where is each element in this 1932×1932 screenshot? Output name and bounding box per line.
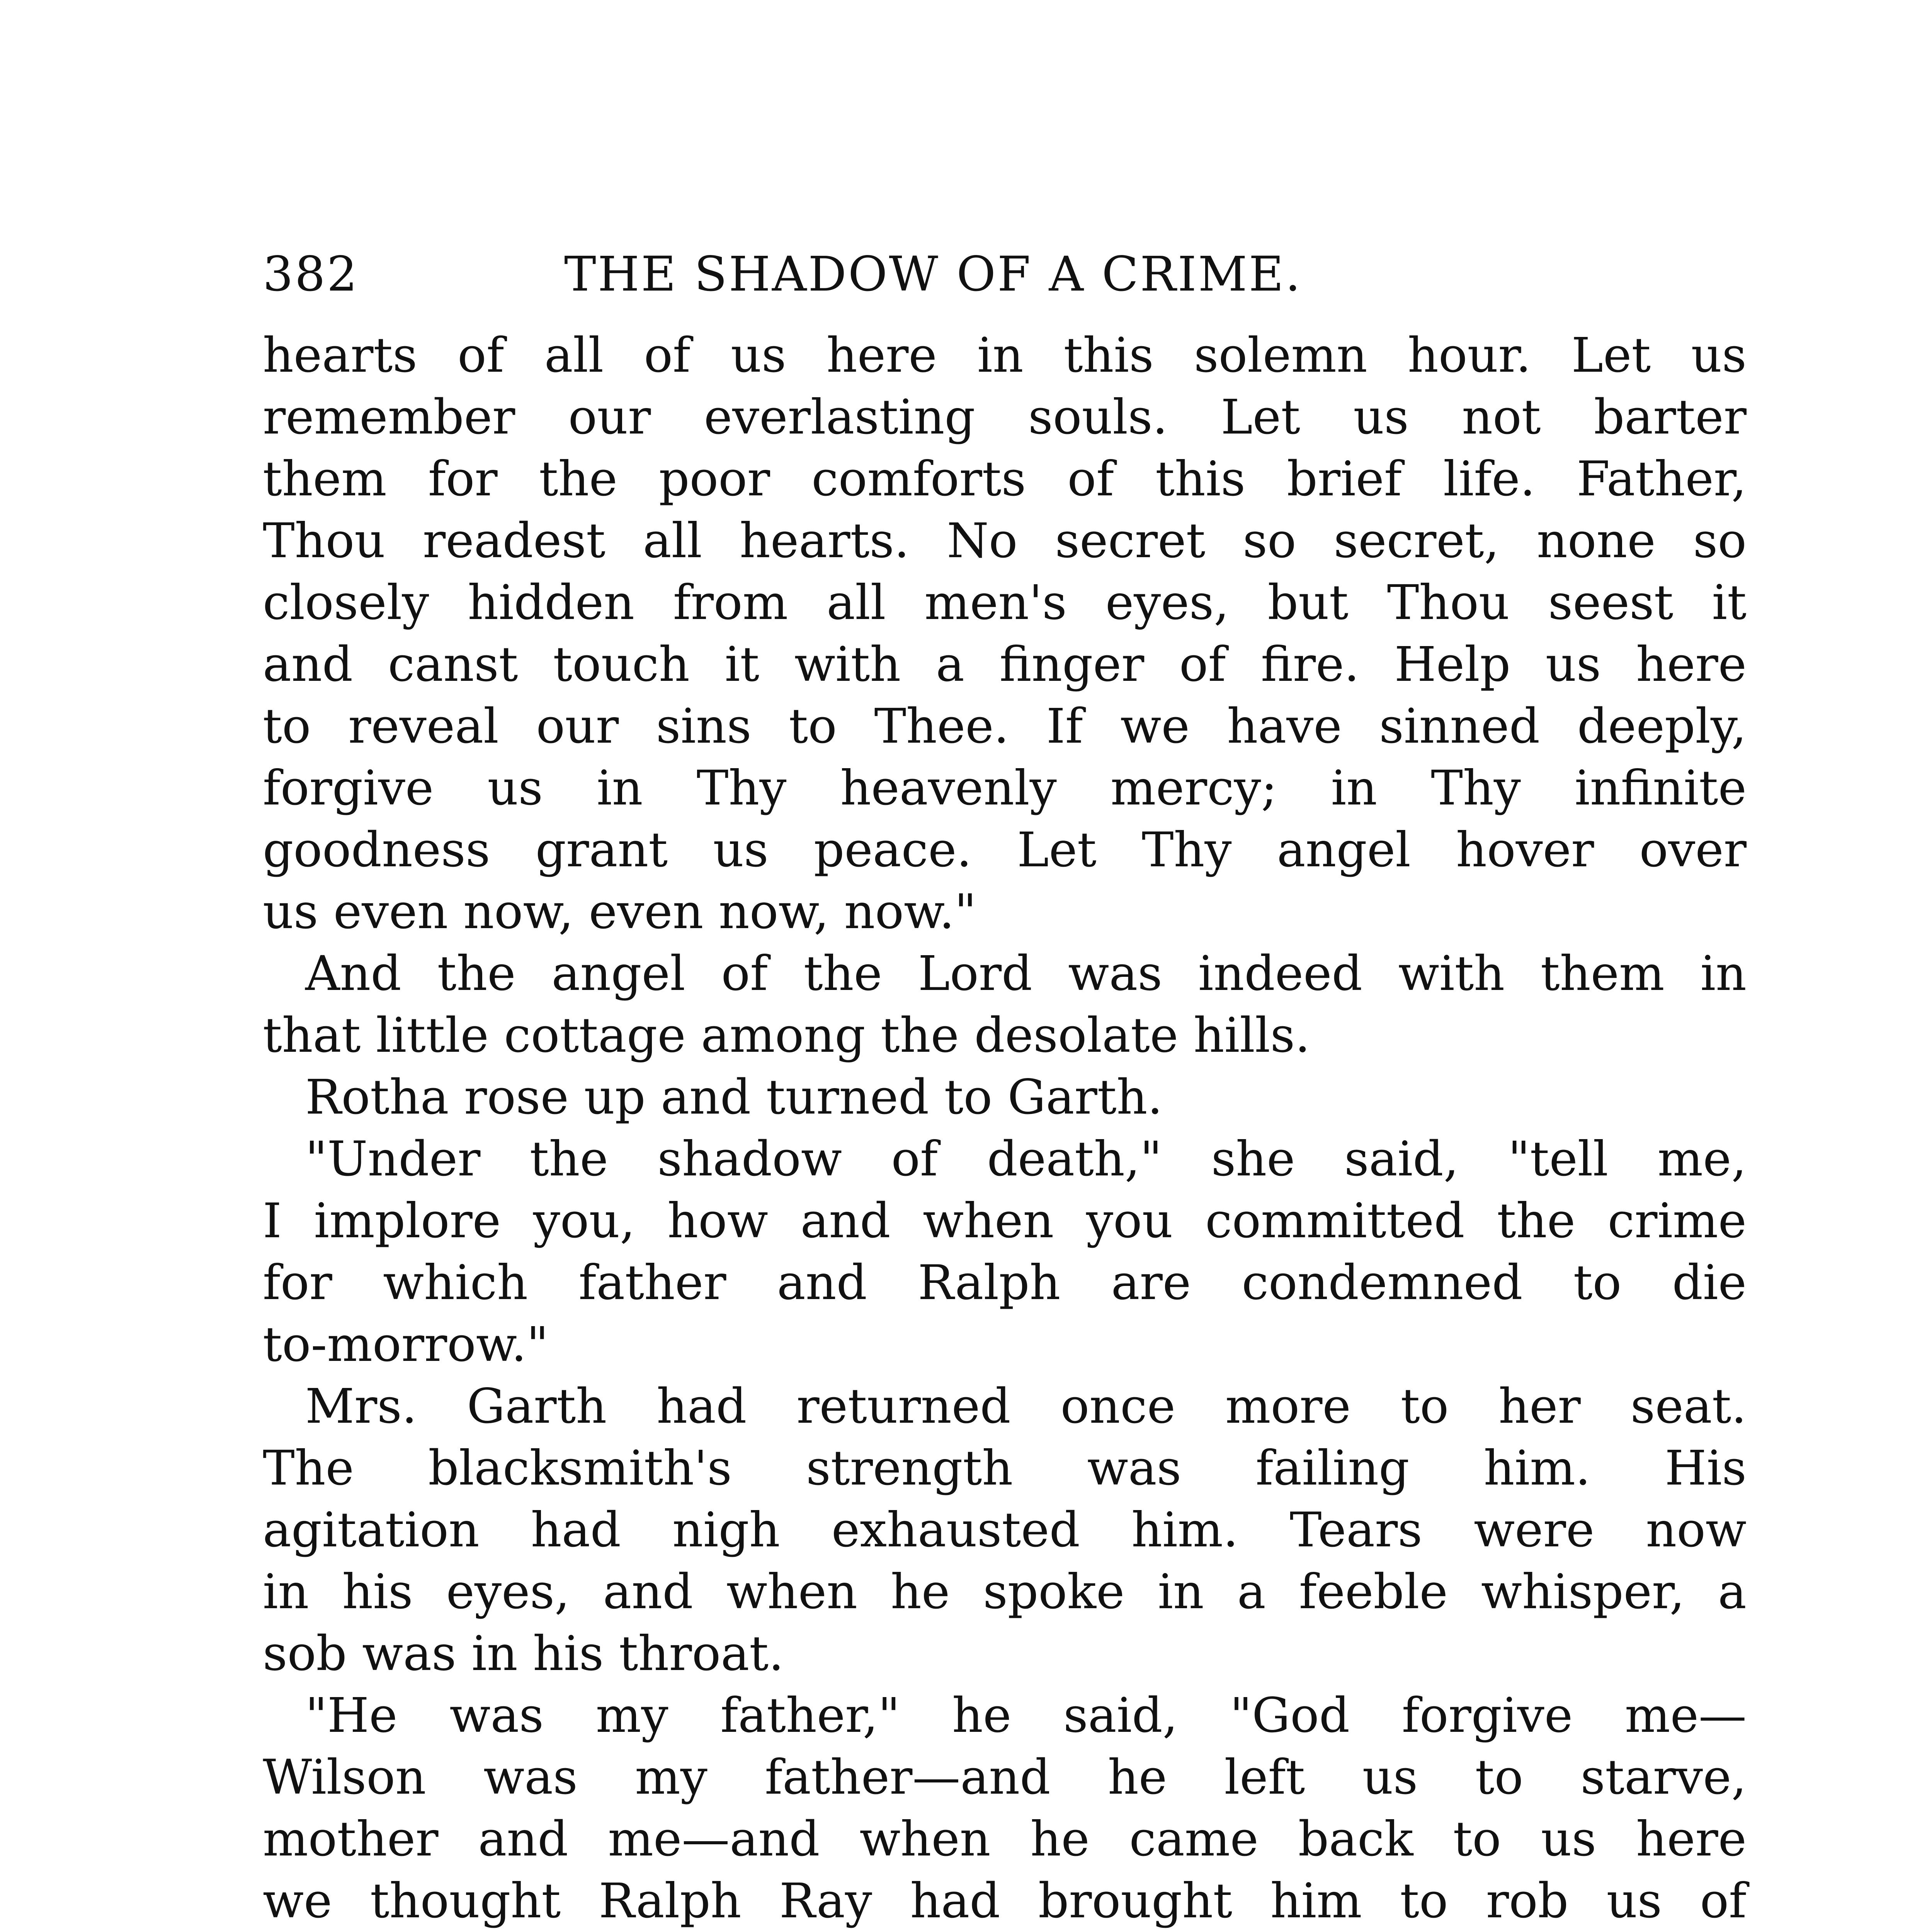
text-line: for which father and Ralph are condemned to die <box>263 1255 1747 1311</box>
text-line: The blacksmith's strength was failing him. His <box>263 1440 1747 1496</box>
text-line: Wilson was my father—and he left us to starve, <box>263 1750 1747 1805</box>
text-line: remember our everlasting souls. Let us not barter <box>263 389 1747 445</box>
text-line: us even now, even now, now." <box>263 884 977 940</box>
text-line: them for the poor comforts of this brief life. Father, <box>263 451 1747 507</box>
text-line: to-morrow." <box>263 1317 549 1372</box>
text-line: sob was in his throat. <box>263 1626 784 1682</box>
text-line: I implore you, how and when you committed the crime <box>263 1193 1747 1249</box>
text-line: And the angel of the Lord was indeed with them in <box>305 946 1747 1002</box>
text-line: mother and me—and when he came back to us here <box>263 1811 1747 1867</box>
text-line: Thou readest all hearts. No secret so secret, none so <box>263 513 1747 569</box>
running-head <box>263 236 1747 313</box>
text-line: Rotha rose up and turned to Garth. <box>305 1070 1163 1125</box>
text-line: in his eyes, and when he spoke in a feeble whisper, a <box>263 1564 1747 1620</box>
text-line: that little cottage among the desolate hills. <box>263 1008 1310 1063</box>
text-line: and canst touch it with a finger of fire. Help us here <box>263 637 1747 692</box>
running-title: THE SHADOW OF A CRIME. <box>564 247 1302 302</box>
page-number: 382 <box>263 247 359 302</box>
text-line: forgive us in Thy heavenly mercy; in Thy infinite <box>263 760 1747 816</box>
text-line: closely hidden from all men's eyes, but Thou seest it <box>263 575 1747 631</box>
text-line: hearts of all of us here in this solemn hour. Let us <box>263 328 1747 383</box>
text-line: "He was my father," he said, "God forgive me— <box>305 1688 1747 1743</box>
text-line: agitation had nigh exhausted him. Tears were now <box>263 1502 1747 1558</box>
text-line: "Under the shadow of death," she said, "tell me, <box>305 1131 1747 1187</box>
body-text <box>263 325 1747 1932</box>
text-line: Mrs. Garth had returned once more to her seat. <box>305 1379 1747 1434</box>
text-line: goodness grant us peace. Let Thy angel hover over <box>263 822 1747 878</box>
text-line: we thought Ralph Ray had brought him to rob us of <box>263 1873 1747 1929</box>
text-line: to reveal our sins to Thee. If we have sinned deeply, <box>263 699 1747 754</box>
